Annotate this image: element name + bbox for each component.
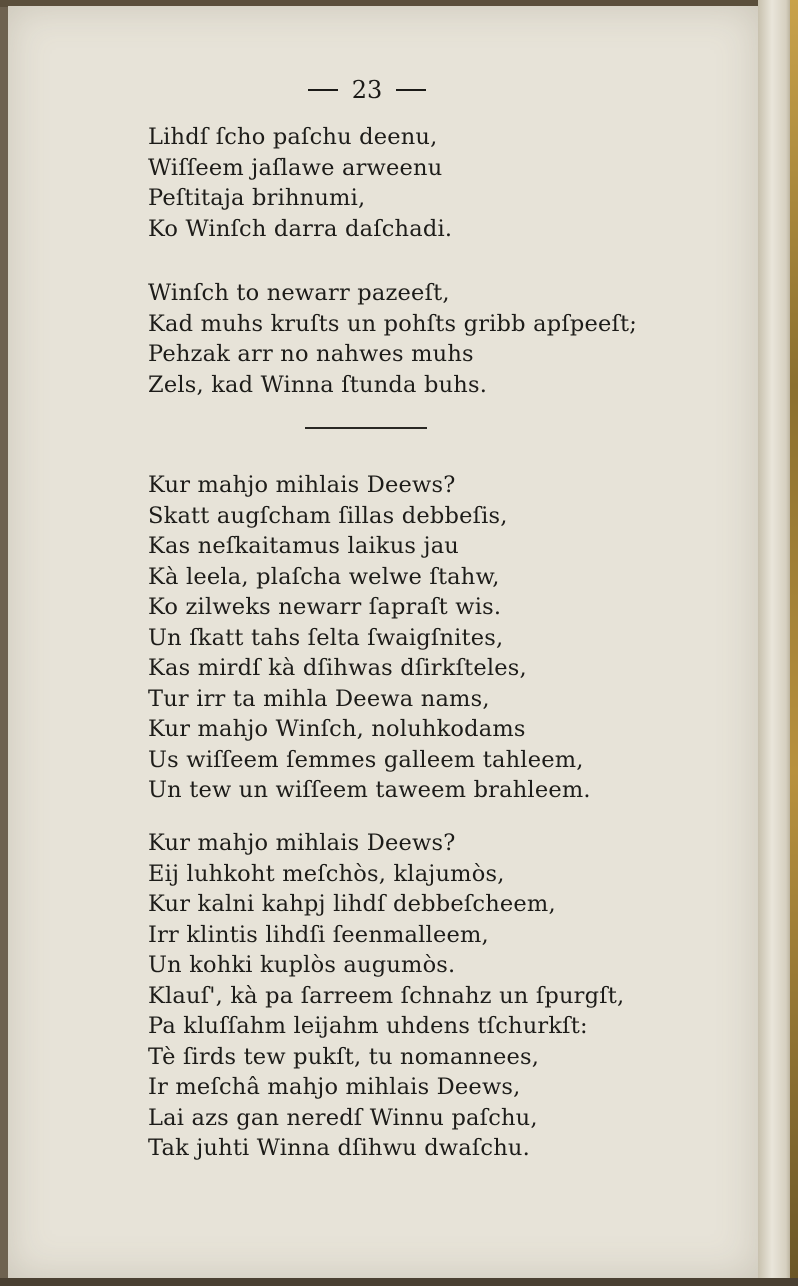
poem-line: Ko Winſch darra daſchadi. [148, 215, 453, 242]
book-page-edges [758, 0, 798, 1286]
poem-line: Wiſſeem jaſlawe arweenu [148, 154, 443, 181]
poem-line: Winſch to newarr pazeeſt, [148, 280, 450, 306]
poem-line: Ko zilweks newarr ſapraſt wis. [148, 594, 502, 620]
poem-line: Un kohki kuplòs augumòs. [148, 952, 456, 978]
poem-line: Kur mahjo mihlais Deews? [148, 472, 456, 498]
poem-line: Peſtitaja brihnumi, [148, 185, 366, 211]
page-number: 23 [351, 76, 383, 104]
page-bottom-edge [0, 1278, 798, 1286]
poem-line: Us wiſſeem ſemmes galleem tahleem, [148, 746, 584, 773]
poem-stanza-1 [148, 122, 452, 244]
poem-line: Tak juhti Winna dſihwu dwaſchu. [148, 1135, 530, 1161]
poem-line: Klauſ', kà pa ſarreem ſchnahz un ſpurgſt, [148, 982, 625, 1009]
poem-line: Tè ſirds tew pukſt, tu nomannees, [148, 1043, 540, 1070]
poem-line: Tur irr ta mihla Deewa nams, [148, 685, 490, 712]
poem-line: Kur mahjo Winſch, noluhkodams [148, 716, 526, 742]
poem-line: Pa kluſſahm leijahm uhdens tſchurkſt: [148, 1013, 588, 1039]
poem-line: Kas mirdſ kà dſihwas dſirkſteles, [148, 655, 527, 681]
poem-line: Skatt augſcham ſillas debbeſis, [148, 502, 508, 529]
poem-line: Un ſkatt tahs ſelta ſwaigſnites, [148, 624, 504, 651]
poem-line: Eij luhkoht meſchòs, klajumòs, [148, 860, 505, 887]
poem-line: Kas neſkaitamus laikus jau [148, 533, 459, 559]
poem-line: Zels, kad Winna ſtunda buhs. [148, 371, 488, 398]
poem-stanza-4 [148, 828, 624, 1164]
poem-line: Lai azs gan neredſ Winnu paſchu, [148, 1104, 538, 1131]
header-dash-left [308, 89, 338, 91]
header-dash-right [396, 89, 426, 91]
poem-line: Pehzak arr no nahwes muhs [148, 341, 474, 367]
poem-line: Kad muhs kruſts un pohſts gribb apſpeeſt; [148, 310, 638, 337]
poem-stanza-3 [148, 470, 591, 806]
poem-line: Kur kalni kahpj lihdſ debbeſcheem, [148, 891, 556, 917]
poem-line: Ir meſchâ mahjo mihlais Deews, [148, 1074, 521, 1100]
poem-line: Un tew un wiſſeem taweem brahleem. [148, 777, 591, 803]
poem-line: Kur mahjo mihlais Deews? [148, 830, 456, 856]
page-header [292, 74, 442, 106]
poem-line: Irr klintis lihdſi ſeenmalleem, [148, 921, 489, 948]
poem-line: Lihdſ ſcho paſchu deenu, [148, 124, 438, 150]
section-divider [305, 427, 427, 429]
poem-stanza-2 [148, 278, 637, 400]
poem-line: Kà leela, plaſcha welwe ſtahw, [148, 563, 500, 590]
book-binding-strip [790, 0, 798, 1286]
